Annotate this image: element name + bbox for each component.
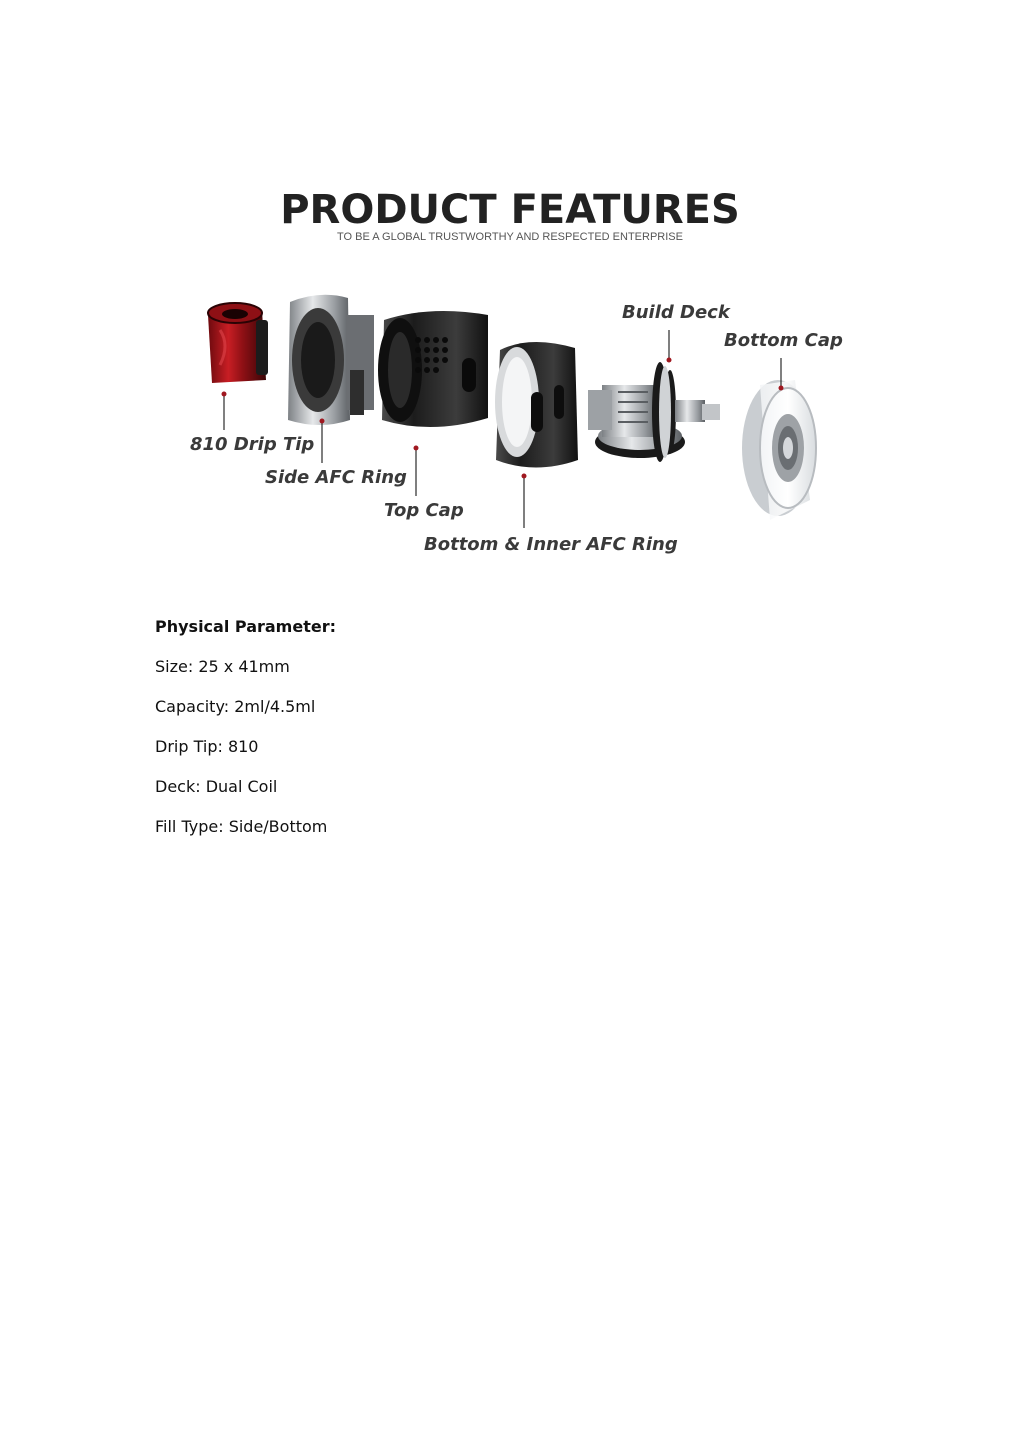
drip-tip-part (208, 303, 268, 383)
physical-parameters (155, 615, 755, 855)
label-build-deck: Build Deck (622, 302, 730, 323)
product-features-figure (170, 180, 860, 570)
label-side-afc-ring: Side AFC Ring (265, 467, 407, 488)
figure-title: PRODUCT FEATURES (280, 187, 740, 233)
exploded-view-illustration (170, 180, 860, 570)
top-cap-part (378, 311, 488, 427)
param-size: Size: 25 x 41mm (155, 657, 290, 676)
bottom-inner-afc-ring-part (495, 342, 578, 468)
bottom-cap-part (742, 380, 816, 520)
param-capacity: Capacity: 2ml/4.5ml (155, 697, 316, 716)
param-deck: Deck: Dual Coil (155, 777, 278, 796)
label-top-cap: Top Cap (384, 500, 464, 521)
label-bottom-cap: Bottom Cap (724, 330, 843, 351)
params-heading: Physical Parameter: (155, 617, 336, 636)
figure-subtitle: TO BE A GLOBAL TRUSTWORTHY AND RESPECTED ENTERPRISE (337, 231, 683, 243)
param-fill-type: Fill Type: Side/Bottom (155, 817, 328, 836)
label-drip-tip: 810 Drip Tip (190, 434, 315, 455)
side-afc-ring-part (288, 295, 374, 425)
label-bottom-inner-afc-ring: Bottom & Inner AFC Ring (424, 534, 678, 555)
param-drip-tip: Drip Tip: 810 (155, 737, 259, 756)
build-deck-part (588, 362, 720, 462)
